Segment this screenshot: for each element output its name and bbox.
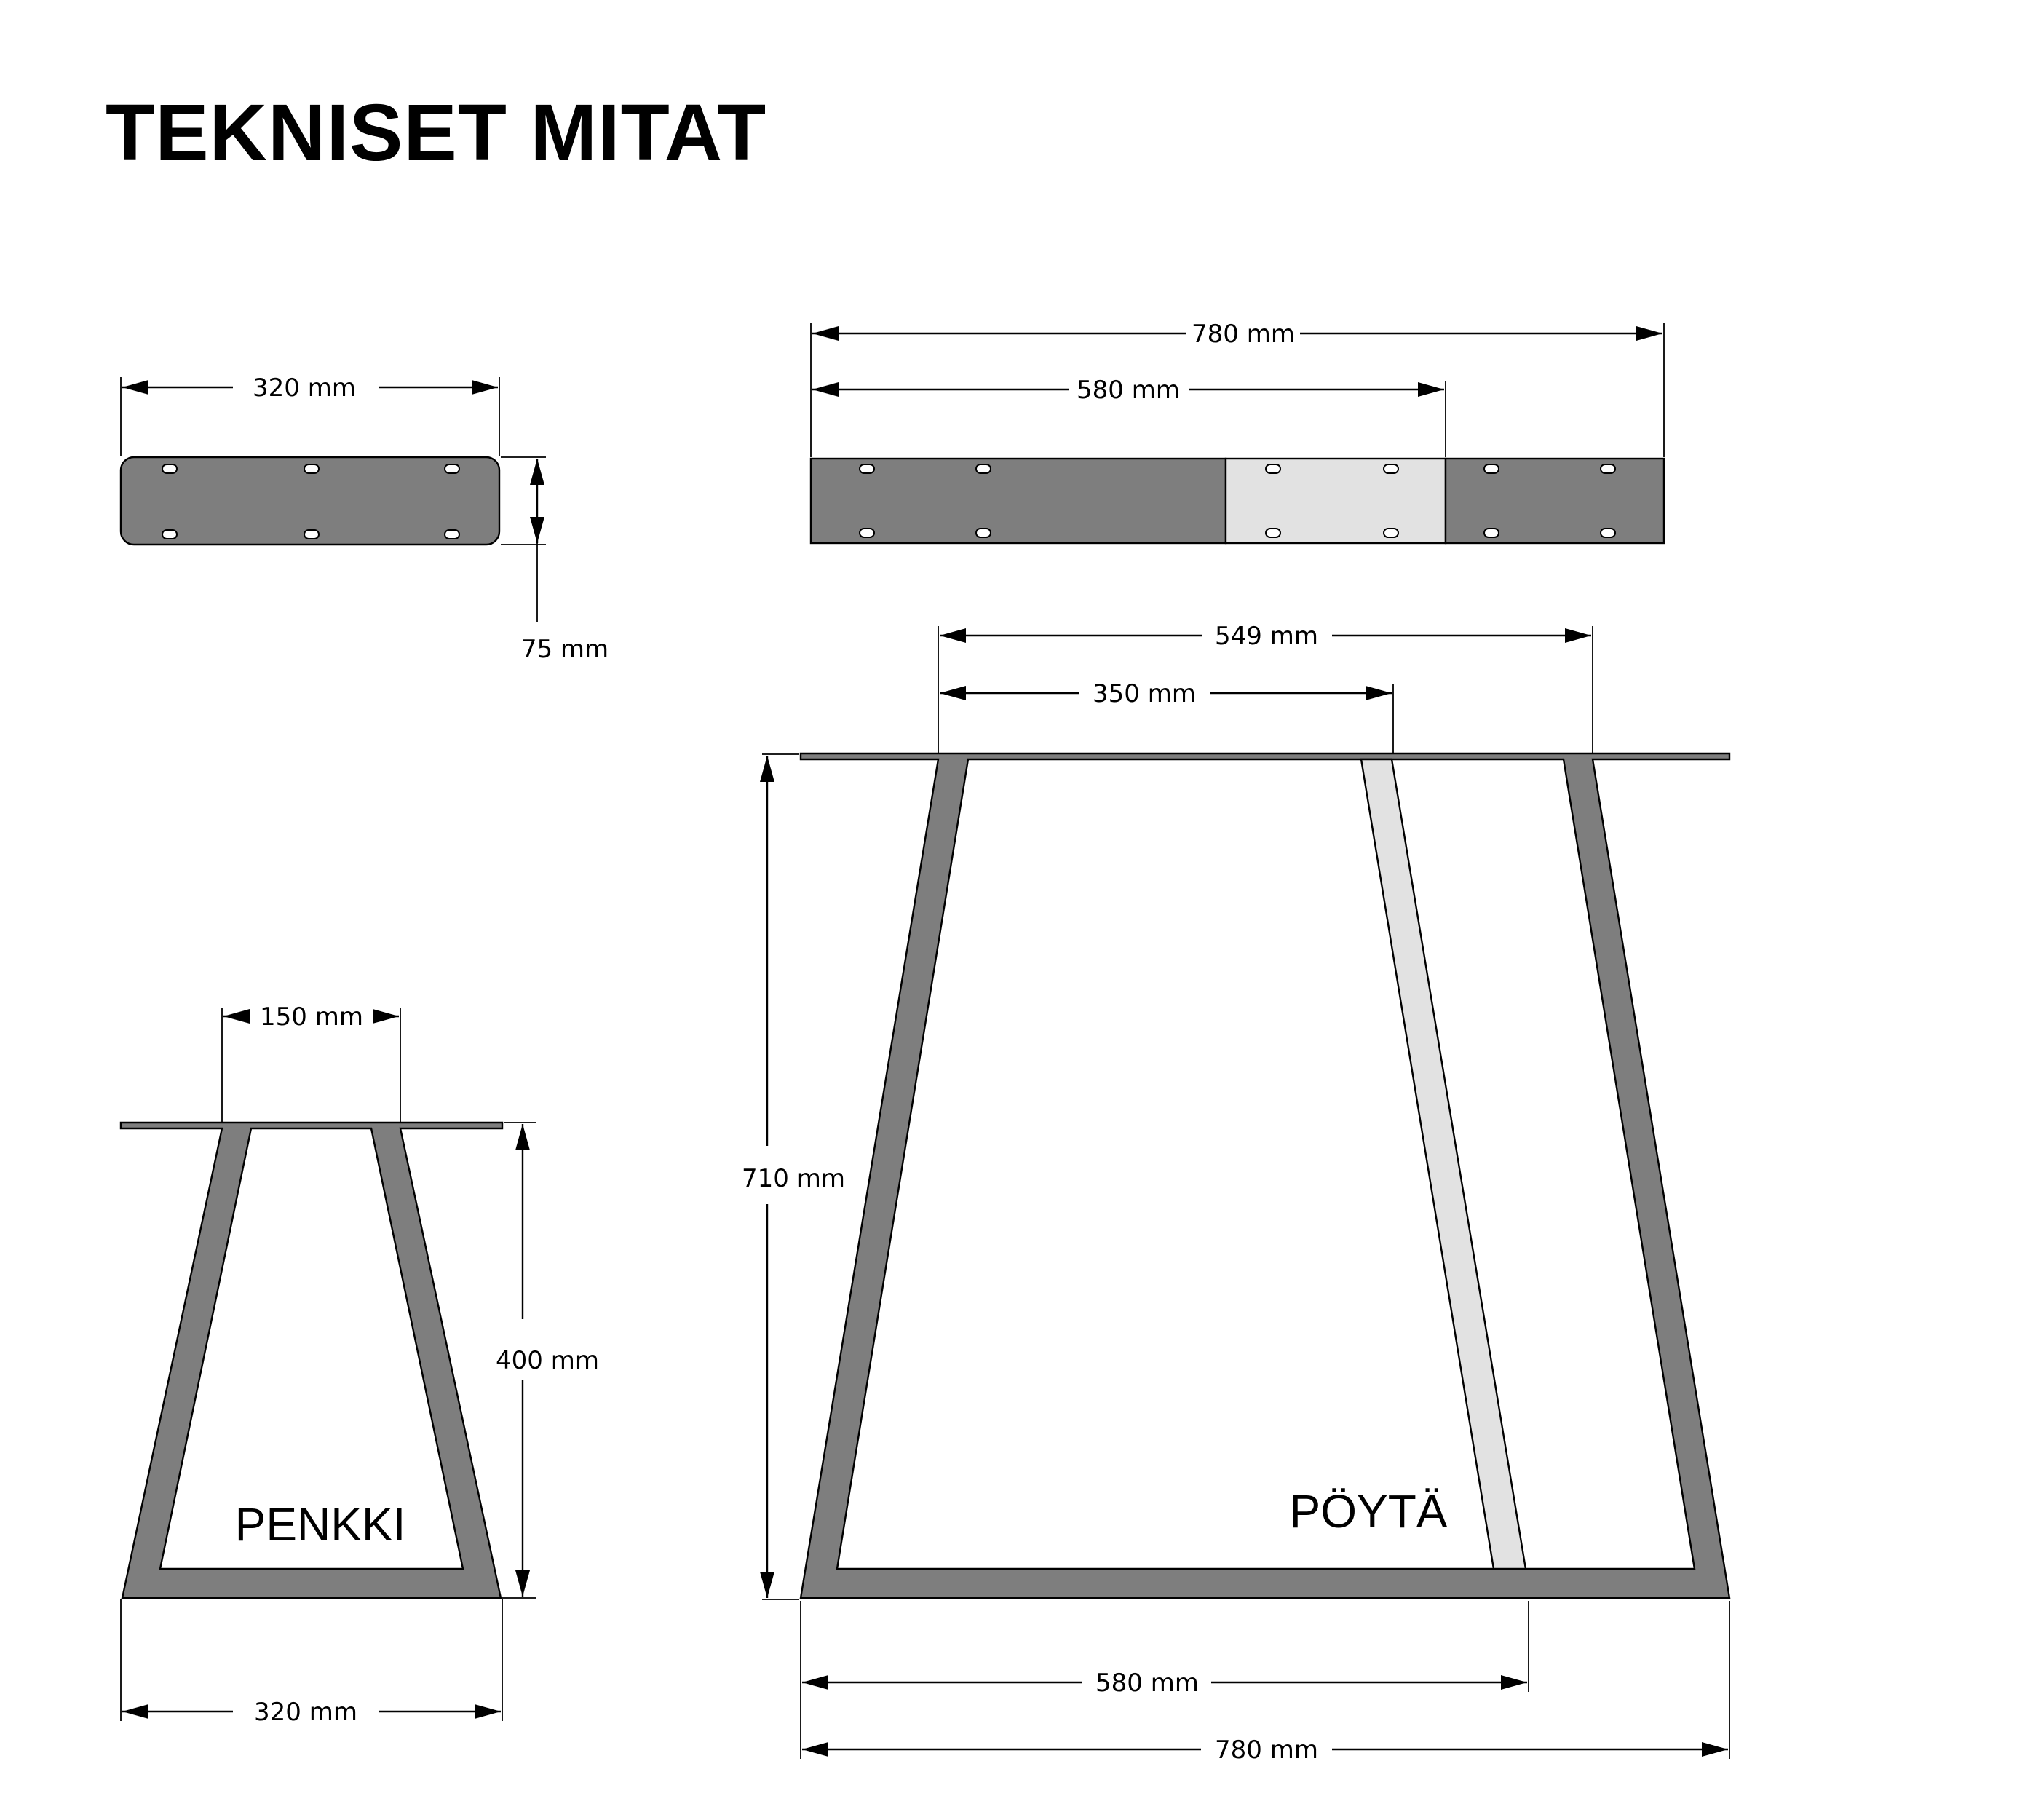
slot — [304, 530, 319, 539]
table-side-frame — [801, 753, 1729, 1598]
slot — [445, 464, 459, 473]
slot — [1484, 464, 1499, 473]
bench-side-opening-label: 150 mm — [260, 1002, 363, 1032]
slot — [445, 530, 459, 539]
table-side-height-label: 710 mm — [742, 1164, 845, 1193]
slot — [1601, 464, 1615, 473]
slot — [304, 464, 319, 473]
table-side-bottom-inner-label: 580 mm — [1095, 1669, 1199, 1698]
slot — [1266, 529, 1280, 537]
slot — [1266, 464, 1280, 473]
slot — [162, 464, 177, 473]
slot — [860, 464, 874, 473]
slot — [1384, 529, 1398, 537]
bench-side-bottom-label: 320 mm — [254, 1698, 357, 1727]
slot — [860, 529, 874, 537]
table-top-plate-middle — [1226, 459, 1446, 543]
bench-side-view — [121, 1002, 599, 1727]
slot — [976, 529, 991, 537]
bench-top-view — [121, 373, 609, 664]
table-top-plate-right — [1446, 459, 1664, 543]
table-side-bottom-outer-label: 780 mm — [1215, 1736, 1318, 1765]
slot — [976, 464, 991, 473]
table-side-view — [742, 622, 1729, 1765]
bench-side-name: PENKKI — [234, 1498, 406, 1551]
table-side-inner-label: 350 mm — [1093, 679, 1196, 708]
bench-top-width-label: 320 mm — [253, 373, 356, 403]
page-title: TEKNISET MITAT — [106, 88, 767, 178]
table-side-inner-leg — [1361, 759, 1526, 1569]
table-side-name: PÖYTÄ — [1289, 1485, 1448, 1538]
table-side-outer-label: 549 mm — [1215, 622, 1318, 651]
table-top-view — [811, 320, 1664, 543]
slot — [1384, 464, 1398, 473]
slot — [1601, 529, 1615, 537]
table-top-total-label: 780 mm — [1192, 320, 1295, 349]
slot — [162, 530, 177, 539]
bench-top-depth-label: 75 mm — [520, 635, 609, 664]
bench-side-height-label: 400 mm — [496, 1346, 599, 1375]
slot — [1484, 529, 1499, 537]
table-top-inner-label: 580 mm — [1077, 376, 1180, 405]
